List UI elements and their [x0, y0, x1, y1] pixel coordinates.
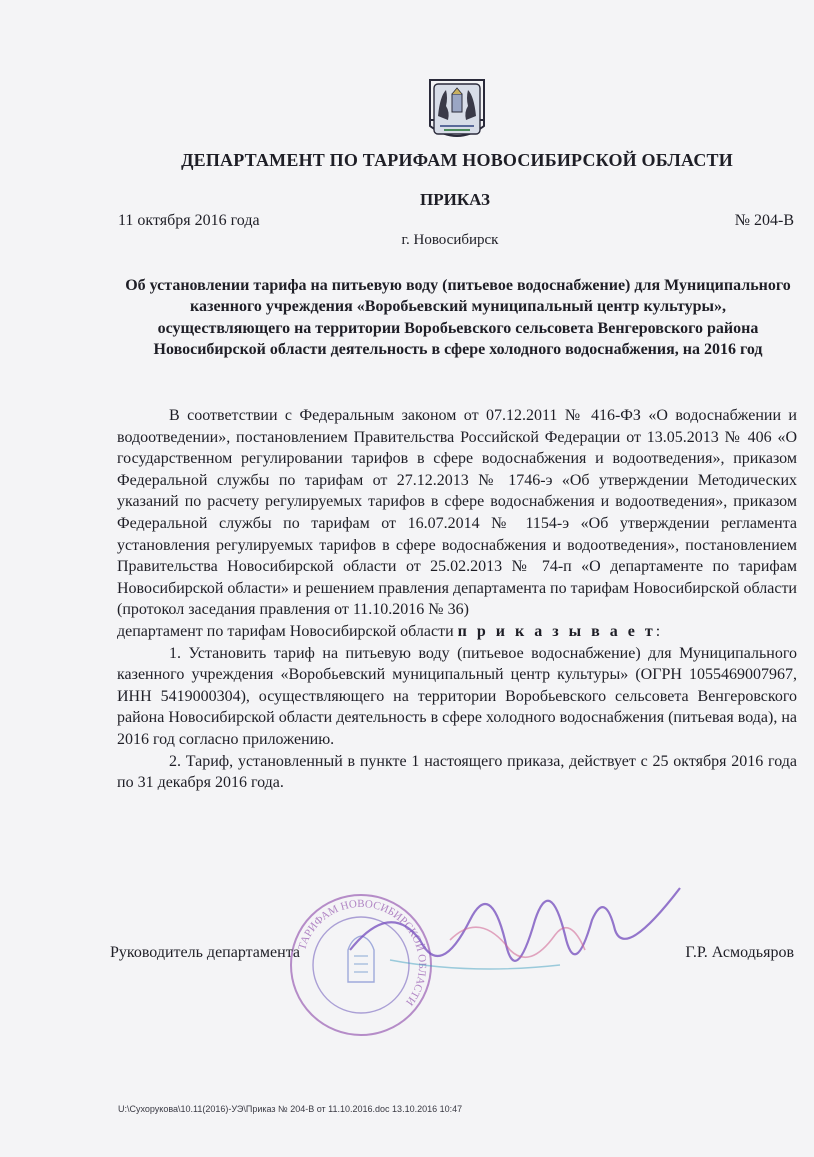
- order-date: 11 октября 2016 года: [118, 212, 260, 229]
- orders-lead: департамент по тарифам Новосибирской области: [117, 622, 454, 640]
- doc-type-title: ПРИКАЗ: [420, 190, 490, 209]
- order-body: [117, 405, 797, 794]
- order-city: г. Новосибирск: [401, 232, 499, 248]
- signatory-position: Руководитель департамента: [110, 944, 300, 961]
- item-2-paragraph: 2. Тариф, установленный в пункте 1 настоящего приказа, действует с 25 октября 2016 года по 31 декабря 2016 года.: [117, 752, 797, 792]
- item-1-paragraph: 1. Установить тариф на питьевую воду (питьевое водоснабжение) для Муниципального казенного учреждения «Воробьевский муниципальный центр культуры» (ОГРН 1055469007967, ИНН 5419000304), осуществляющего на территории Воробьевского сельсовета Венгеровского района Новосибирской области деятельность в сфере холодного водоснабжения (питьевая вода), на 2016 год согласно приложению.: [117, 644, 797, 748]
- handwritten-signature-icon: [330, 880, 690, 1000]
- orders-colon: :: [655, 622, 661, 640]
- stamp-text: ТАРИФАМ НОВОСИБИРСКОЙ ОБЛАСТИ: [296, 897, 429, 1008]
- orders-word: п р и к а з ы в а е т: [457, 622, 656, 640]
- signatory-name: Г.Р. Асмодьяров: [685, 944, 794, 961]
- order-subject: Об установлении тарифа на питьевую воду (питьевое водоснабжение) для Муниципального казенного учреждения «Воробьевский муниципальный центр культуры», осуществляющего на территории Воробьевского сельсовета Венгеровского района Новосибирской области деятельность в сфере холодного водоснабжения, на 2016 год: [125, 277, 791, 359]
- order-number: № 204-В: [734, 212, 794, 229]
- preamble-paragraph: В соответствии с Федеральным законом от 07.12.2011 № 416-ФЗ «О водоснабжении и водоотведении», постановлением Правительства Российской Федерации от 13.05.2013 № 406 «О государственном регулировании тарифов в сфере водоснабжения и водоотведения», приказом Федеральной службы по тарифам от 27.12.2013 № 1746-э «Об утверждении Методических указаний по расчету регулируемых тарифов в сфере водоснабжения и водоотведения», приказом Федеральной службы по тарифам от 16.07.2014 № 1154-э «Об утверждении регламента установления регулируемых тарифов в сфере водоснабжения и водоотведения», постановлением Правительства Новосибирской области от 25.02.2013 № 74-п «О департаменте по тарифам Новосибирской области» и решением правления департамента по тарифам Новосибирской области (протокол заседания правления от 11.10.2016 № 36): [117, 407, 797, 619]
- department-title: ДЕПАРТАМЕНТ ПО ТАРИФАМ НОВОСИБИРСКОЙ ОБЛАСТИ: [181, 150, 733, 170]
- file-path-footer: U:\Сухорукова\10.11(2016)-УЭ\Приказ № 204-В от 11.10.2016.doc 13.10.2016 10:47: [118, 1104, 463, 1114]
- coat-of-arms-icon: [426, 76, 488, 148]
- orders-paragraph: [117, 621, 797, 643]
